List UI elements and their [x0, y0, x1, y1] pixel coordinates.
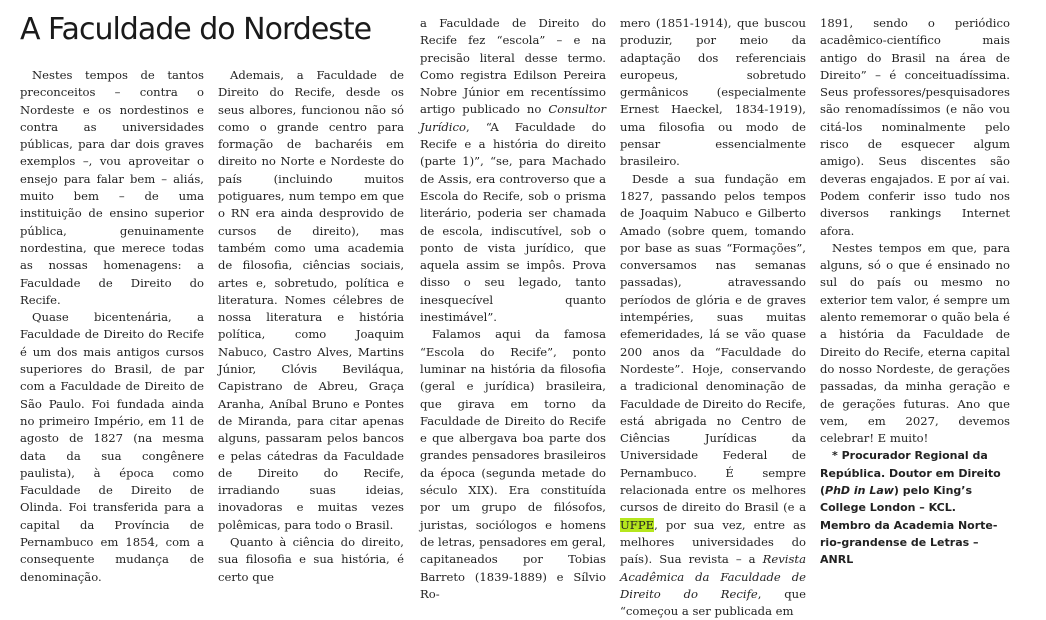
- emphasis: Revista Acadêmica da Faculdade de Direito do Recife: [620, 552, 806, 601]
- paragraph: 1891, sendo o periódico acadêmico-científico mais antigo do Brasil na área de Direito” – é conceituadíssima. Seus professores/pesquisadores são renomadíssimos (e não vou citá-los nominalmente pelo risco de esquecer algum amigo). Seus discentes são deveras engajados. E por aí vai. Podem conferir isso tudo nos diversos rankings Internet afora.: [820, 16, 1010, 238]
- article-column-3: [420, 15, 606, 603]
- paragraph: Nestes tempos em que, para alguns, só o que é ensinado no sul do país ou mesmo no exterior tem valor, é sempre um alento rememorar o quão bela é a história da Faculdade de Direito do Recife, eterna capital do nosso Nordeste, de gerações passadas, da minha geração e de gerações futuras. Ano que vem, em 2027, devemos celebrar! E muito!: [820, 240, 1010, 446]
- paragraph: Quanto à ciência do direito, sua filosofia e sua história, é certo que: [218, 535, 404, 584]
- author-note: * Procurador Regional da República. Doutor em Direito (PhD in Law) pelo King’s College London – KCL. Membro da Academia Norte-rio-grandense de Letras – ANRL: [820, 449, 1001, 567]
- paragraph: Nestes tempos de tantos preconceitos – contra o Nordeste e os nordestinos e contra as universidades públicas, para dar dois graves exemplos –, vou aproveitar o ensejo para falar bem – aliás, muito bem – de uma instituição de ensino superior pública, genuinamente nordestina, que merece todas as nossas homenagens: a Faculdade de Direito do Recife.: [20, 68, 204, 307]
- article-column-4: [620, 15, 806, 620]
- article-column-1: [20, 67, 204, 586]
- paragraph: Ademais, a Faculdade de Direito do Recife, desde os seus albores, funcionou não só como o grande centro para formação de bacharéis em direito no Norte e Nordeste do país (incluindo muitos potiguares, num tempo em que o RN era ainda desprovido de cursos de direito), mas também como uma academia de filosofia, ciências sociais, artes e, sobretudo, política e literatura. Nomes célebres de nossa literatura e história política, como Joaquim Nabuco, Castro Alves, Martins Júnior, Clóvis Beviláqua, Capistrano de Abreu, Graça Aranha, Aníbal Bruno e Pontes de Miranda, para citar apenas alguns, passaram pelos bancos e pelas cátedras da Faculdade de Direito do Recife, irradiando suas ideias, inovadoras e muitas vezes polêmicas, para todo o Brasil.: [218, 68, 404, 532]
- paragraph: a Faculdade de Direito do Recife fez “escola” – e na precisão literal desse termo. Como registra Edilson Pereira Nobre Júnior em recentíssimo artigo publicado no Consultor Jurídico, “A Faculdade do Recife e a história do direito (parte 1)”, “se, para Machado de Assis, era controverso que a Escola do Recife, sob o prisma literário, poderia ser chamada de escola, indiscutível, sob o ponto de vista jurídico, que aquela assim se impôs. Prova disso o seu legado, tanto inesquecível quanto inestimável”.: [420, 16, 606, 325]
- article-column-5: [820, 15, 1010, 569]
- paragraph: Quase bicentenária, a Faculdade de Direito do Recife é um dos mais antigos cursos superiores do Brasil, de par com a Faculdade de Direito de São Paulo. Foi fundada ainda no primeiro Império, em 11 de agosto de 1827 (na mesma data da sua congênere paulista), à época como Faculdade de Direito de Olinda. Foi transferida para a capital da Província de Pernambuco em 1854, com a consequente mudança de denominação.: [20, 310, 204, 584]
- paragraph: Falamos aqui da famosa “Escola do Recife”, ponto luminar na história da filosofia (geral e jurídica) brasileira, que girava em torno da Faculdade de Direito do Recife e que albergava boa parte dos grandes pensadores brasileiros da época (segunda metade do século XIX). Era constituída por um grupo de filósofos, juristas, sociólogos e homens de letras, pensadores em geral, capitaneados por Tobias Barreto (1839-1889) e Sílvio Ro-: [420, 327, 606, 601]
- highlighted-text: UFPE: [620, 517, 655, 532]
- paragraph: Desde a sua fundação em 1827, passando pelos tempos de Joaquim Nabuco e Gilberto Amado (sobre quem, tomando por base as suas “Formações”, conversamos nas semanas passadas), atravessando períodos de glória e de graves intempéries, suas muitas efemeridades, lá se vão quase 200 anos da “Faculdade do Nordeste”. Hoje, conservando a tradicional denominação de Faculdade de Direito do Recife, está abrigada no Centro de Ciências Jurídicas da Universidade Federal de Pernambuco. É sempre relacionada entre os melhores cursos de direito do Brasil (e a UFPE, por sua vez, entre as melhores universidades do país). Sua revista – a Revista Acadêmica da Faculdade de Direito do Recife, que “começou a ser publicada em: [620, 171, 806, 619]
- emphasis: Consultor Jurídico: [420, 102, 606, 134]
- paragraph: mero (1851-1914), que buscou produzir, por meio da adaptação dos referenciais europeus, sobretudo germânicos (especialmente Ernest Haeckel, 1834-1919), uma filosofia ou modo de pensar essencialmente brasileiro.: [620, 16, 806, 169]
- article-column-2: [218, 67, 404, 586]
- article-title: A Faculdade do Nordeste: [20, 12, 372, 47]
